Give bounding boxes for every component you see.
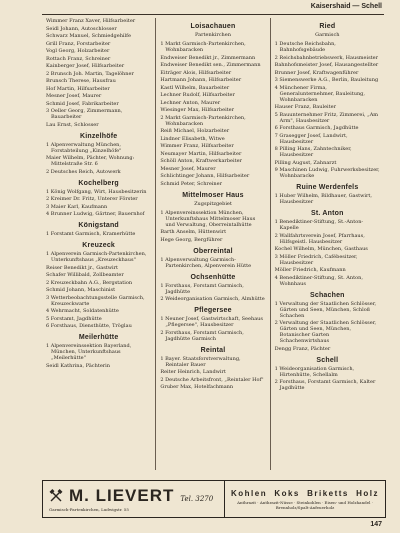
list-item: Schöll Anton, Kraftwerkarbeiter [160,158,242,164]
list-item: Schlichtinger Johann, Hilfsarbeiter [160,173,250,179]
section-title: Schachen [309,291,345,299]
list-item: 3 Oeller Georg, Zimmermann, Bauarbeiter [46,108,123,120]
list-item: Wiesinger Max, Hilfsarbeiter [160,107,235,113]
list-item: Kochel Wilhelm, München, Gasthaus [274,246,368,252]
ad-right-panel [225,481,385,517]
list-item: Schmid Johann, Maschinist [46,287,116,293]
list-item: Brunner Josef, Kraftwagenführer [274,69,359,76]
list-item: Schwarz Manuel, Schmiedgehilfe [46,33,131,39]
list-item: 1 Alpenverein Garmisch-Partenkirchen, Unterkunftshaus „Kreuzeckhaus" [46,251,147,263]
page-number: 147 [370,521,382,528]
list-item: 2 Kreuzeckbahn A.G., Bergstation [46,279,133,286]
list-item: 2 Deutsche Arbeitsfront, „Reintaler Hof" [160,376,264,383]
list-item: 1 Forsthaus, Forstamt Garmisch, Jagdhütte [160,282,244,295]
crossed-hammers-icon [49,489,63,503]
section-title: Meilerhütte [78,334,119,341]
column-3 [270,18,384,470]
section-title: Mittelmoser Haus [182,191,244,199]
list-item: Pilling August, Zahnarzt [274,159,337,166]
list-item: 1 Bayer. Staatsforstverwaltung, Reintaler Bauer [160,355,241,368]
list-item: 1 Markt Garmisch-Partenkirchen, Wohnbaracken [160,41,246,53]
list-item: Gruber Max, Hotelfachmann [160,384,234,390]
section-title: Reintal [200,346,226,354]
list-item: 7 Grasegger Josef, Landwirt, Hausbesitzer [274,132,348,145]
list-item: Dengg Franz, Pächter [274,345,331,352]
ad-product: Kohlen [231,488,268,498]
list-item: Endweiser Benedikt jr., Zimmermann [160,54,256,61]
list-item: Brunsch Therese, Hausfrau [46,78,116,84]
list-item: 1 Alpenvereinssektion Bayerland, München, Unterkunftshaus „Meilerhütte" [46,343,132,361]
section-title: Kinzelhöfe [79,132,118,140]
list-item: 6 Forsthaus Garmisch, Jagdhütte [274,125,359,131]
list-item: Lindner Elisabeth, Witwe [160,135,225,142]
ad-details: Anthrazit · Anthrazit-Nüsse · Steinkohlen · Eisen- und Holzhandel · Brennholz/Spalt-Anfeuerholz [237,499,373,510]
section-title: Ruine Werdenfels [296,184,359,191]
list-item: 3 Möller Friedrich, Cafébesitzer, Hausbesitzer [274,253,358,266]
section-title: Pflegersee [194,307,232,314]
ad-address: Garmisch-Partenkirchen, Ludwigstr. 55 [49,507,129,512]
list-item: Möller Friedrich, Kaufmann [274,267,346,273]
section-title: Ochsenhütte [190,273,236,281]
list-item: 1 Alpenvereinssektion München, Unterkunftshaus Mittelmoser Haus und Verwaltung, Oberreintalhütte [160,209,256,228]
list-item: 4 Wehrmacht, Soldatenhütte [46,308,119,314]
list-item: 2 Weideorganisation Garmisch, Almhütte [160,296,265,302]
list-item: 4 Münchener Firma, Generalunternehmer, Bauleitung, Wohnbaracken [274,84,365,103]
list-item: Bahnhofsmeister Josef, Hausangestellter [274,62,379,68]
section-title: Oberreintal [193,247,233,255]
ad-company-name: M. LIEVERT [69,486,175,505]
section-title: Ried [319,23,336,30]
section-title: Loisachauen [190,23,236,30]
list-item: Mesner Josef, Maurer [46,93,102,99]
list-item: 5 Bauunternehmer Fritz, Zimmerei, „Am Arm", Hausbesitzer [274,111,379,124]
section-subtitle: Garmisch [315,32,340,38]
list-item: Hof Martin, Hilfsarbeiter [46,85,110,92]
list-item: Hauser Franz, Bauleiter [274,104,336,110]
list-item: Wimmer Franz, Hilfsarbeiter [160,143,234,149]
list-item: 6 Forsthaus, Diensthütte, Tröglau [46,323,132,329]
list-item: Barth Anselm, Hüttenwirt [160,229,227,235]
header-rule [42,14,384,15]
list-item: Schafer Willibald, Zollbeamter [46,272,124,278]
list-item: 1 Alpenverwaltung München, Forstabteilung „Kinzelhöfe" [46,141,122,154]
list-item: Reiß Michael, Holzarbeiter [160,128,230,134]
section-title: Schell [316,356,339,364]
list-item: 5 Forstamt, Jagdhütte [46,315,102,322]
list-item: 4 Benediktiner-Stiftung, St. Anton, Wohnhaus [274,274,363,287]
ad-logo-row [49,486,224,506]
list-item: 1 Alpenverwaltung Garmisch-Partenkirchen, Alpenverein Hütte [160,256,252,269]
list-item: Lechner Rudolf, Hilfsarbeiter [160,92,235,98]
list-item: 4 Brunner Ludwig, Gärtner, Bauernhof [46,211,145,217]
list-item: 2 Verwaltung der Staatlichen Schlösser, Gärten und Seen, München, Botanischer Garten Schachenwirtshaus [274,320,377,344]
list-item: Reiser Benedikt jr., Gastwirt [46,264,119,271]
list-item: Seidl Kathrina, Pächterin [46,362,111,369]
list-item: Mesner Josef, Maurer [160,165,216,172]
section-title: Königstand [78,222,119,229]
list-item: 1 Deutsche Reichsbahn, Bahnhofsgebäude [274,41,336,53]
column-1 [42,18,155,470]
list-item: 1 König Wolfgang, Wirt, Hausbesitzerin [46,188,147,195]
list-item: Wimmer Franz Xaver, Hilfsarbeiter [46,18,136,24]
list-item: Eiträger Alois, Hilfsarbeiter [160,69,232,76]
list-item: Lechner Anton, Maurer [160,99,221,106]
list-item: Maier Wilhelm, Pächter, Wohnung: Mittelstraße Str. 6 [46,155,135,167]
ad-product: Holz [356,488,379,498]
column-2 [155,18,269,470]
list-item: 2 Kreimer Dr. Fritz, Unterer Förster [46,196,138,202]
ad-product: Koks [274,488,300,498]
advertisement [42,480,386,518]
list-item: Kainberger Josef, Hilfsarbeiter [46,63,125,69]
list-item: 3 Maier Karl, Kaufmann [46,203,108,210]
list-item: Rottach Franz, Schreiner [46,55,111,62]
list-item: 1 Weideorganisation Garmisch, Hirtenhütte, Schellalm [274,365,355,378]
list-item: Kastl Wilhelm, Bauarbeiter [160,84,230,91]
running-head: Kaisershaid — Schell [310,3,382,10]
ad-product: Briketts [307,488,349,498]
list-item: 2 Brunsch Joh. Martin, Tagelöhner [46,70,134,77]
list-item: 1 Benediktiner-Stiftung, St.-Anton-Kapelle [274,219,364,231]
section-title: Kreuzeck [82,242,116,249]
list-item: Seidl Johann, Autoschlosser [46,25,117,32]
list-item: 3 Siemenswerke A.G., Berlin, Bauleitung [274,77,379,83]
list-item: Hartmann Johann, Hilfsarbeiter [160,77,242,83]
list-item: Hege Georg, Bergführer [160,236,223,243]
list-item: 2 Forsthaus, Forstamt Garmisch, Kalter Jagdhütte [274,379,376,391]
list-item: Schmid Josef, Fabrikarbeiter [46,100,119,107]
ad-products [231,489,379,498]
section-title: St. Anton [310,210,344,217]
columns-container [42,18,384,470]
list-item: Lau Ernst, Schlosser [46,121,99,128]
list-item: 1 Forstamt Garmisch, Kramerhütte [46,231,136,237]
list-item: 1 Neuner Josef, Gastwirtschaft, Seehaus „Pflegersee", Hausbesitzer [160,316,263,328]
section-subtitle: Partenkirchen [195,32,231,38]
list-item: 8 Pilling Hans, Zahntechniker, Hausbesitzer [274,146,352,158]
ad-left-panel [43,481,225,517]
section-title: Kochelberg [78,179,119,187]
section-subtitle: Zugspitzgebiet [194,200,232,207]
list-item: 1 Huber Wilhelm, Bildhauer, Gastwirt, Hausbesitzer [274,193,372,205]
list-item: Grill Franz, Forstarbeiter [46,40,111,47]
list-item: 1 Verwaltung der Staatlichen Schlösser, Gärten und Seen, München, Schloß Schachen [274,300,377,319]
list-item: 2 Forsthaus, Forstamt Garmisch, Jagdhütte Garmisch [160,329,244,342]
list-item: 2 Reichsbahnbetriebswerk, Hausmeister [274,54,379,61]
list-item: 2 Markt Garmisch-Partenkirchen, Wohnbaracken [160,114,246,127]
list-item: 9 Maschinen Ludwig, Fuhrwerksbesitzer, Wohnbaracke [274,167,380,179]
list-item: Neumayer Martin, Hilfsarbeiter [160,150,242,157]
list-item: 2 Wallfahrtsverein Josef, Pfarrhaus, Hilfsgeistl. Hausbesitzer [274,232,365,245]
list-item: Endweiser Benedikt sen., Zimmermann [160,62,261,68]
list-item: Schmid Peter, Schreiner [160,180,222,187]
ad-telephone: Tel. 3270 [180,495,214,503]
list-item: Vogl Georg, Holzarbeiter [46,48,110,54]
list-item: 3 Wetterbeobachtungsstelle Garmisch, Kreuzeckwarte [46,294,145,307]
list-item: Reiter Heinrich, Landwirt [160,369,226,375]
list-item: 2 Deutsches Reich, Autowerk [46,168,121,175]
